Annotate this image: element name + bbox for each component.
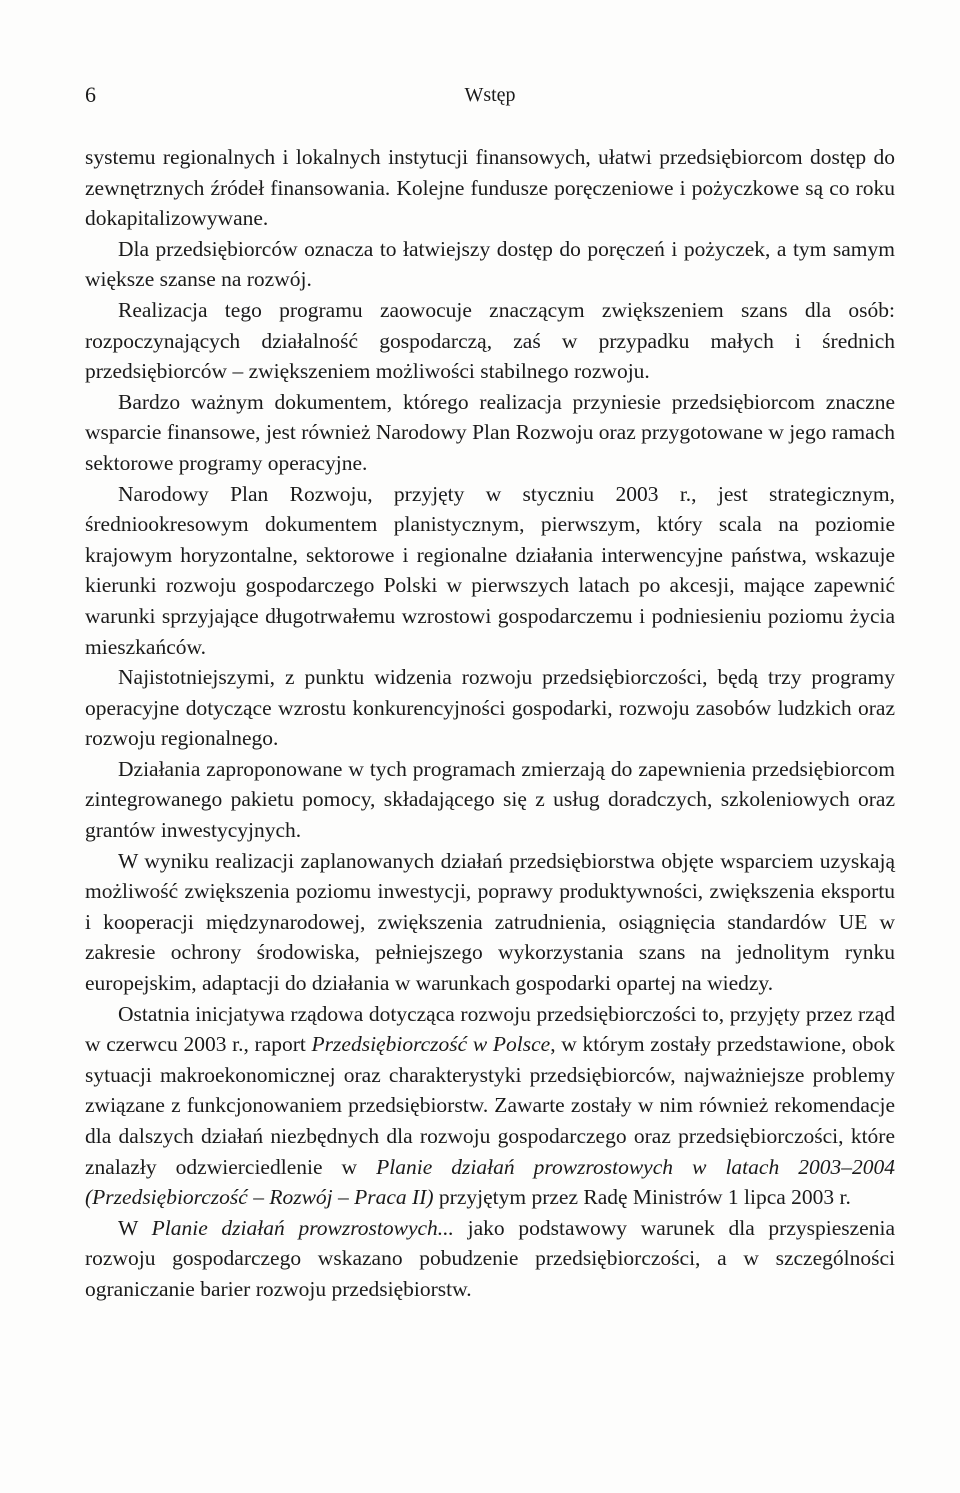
paragraph-9 <box>85 999 895 1213</box>
running-head <box>85 82 895 110</box>
paragraph-2: Dla przedsiębiorców oznacza to łatwiejszy dostęp do poręczeń i pożyczek, a tym samym większe szanse na rozwój. <box>85 236 895 292</box>
paragraph-10 <box>85 1213 895 1305</box>
paragraph-1: systemu regionalnych i lokalnych instytucji finansowych, ułatwi przedsiębiorcom dostęp do zewnętrznych źródeł finansowania. Kolejne fundusze poręczeniowe i pożyczkowe są co roku dokapitalizowywane. <box>85 145 895 231</box>
report-title: Przedsiębiorczość w Polsce <box>311 1032 551 1057</box>
paragraph-9-text-c: przyjętym przez Radę Ministrów 1 lipca 2003 r. <box>433 1185 851 1210</box>
paragraph-5: Narodowy Plan Rozwoju, przyjęty w styczniu 2003 r., jest strategicznym, średniookresowym dokumentem planistycznym, pierwszym, który scala na poziomie krajowym horyzontalne, sektorowe i regionalne działania interwencyjne państwa, wskazuje kierunki rozwoju gospodarczego Polski w pierwszych latach po akcesji, mające zapewnić warunki sprzyjające długotrwałemu wzrostowi gospodarczemu i podniesieniu poziomu życia mieszkańców. <box>85 481 895 659</box>
body-text <box>85 142 895 1305</box>
page-number: 6 <box>85 82 96 107</box>
paragraph-6: Najistotniejszymi, z punktu widzenia rozwoju przedsiębiorczości, będą trzy programy operacyjne dotyczące wzrostu konkurencyjności gospodarki, rozwoju zasobów ludzkich oraz rozwoju regionalnego. <box>85 665 895 751</box>
paragraph-8: W wyniku realizacji zaplanowanych działań przedsiębiorstwa objęte wsparciem uzyskają możliwość zwiększenia poziomu inwestycji, poprawy produktywności, zwiększenia eksportu i kooperacji międzynarodowej, zwiększenia zatrudnienia, osiągnięcia standardów UE w zakresie ochrony środowiska, pełniejszego wykorzystania szans na jednolitym rynku europejskim, adaptacji do działania w warunkach gospodarki opartej na wiedzy. <box>85 848 895 996</box>
paragraph-9-text-a: Ostatnia inicjatywa rządowa dotycząca rozwoju przedsiębiorczości to, przyjęty przez rząd w czerwcu 2003 r., raport <box>85 1001 895 1057</box>
paragraph-3: Realizacja tego programu zaowocuje znaczącym zwiększeniem szans dla osób: rozpoczynających działalność gospodarczą, zaś w przypadku małych i średnich przedsiębiorców – zwiększeniem możliwości stabilnego rozwoju. <box>85 297 895 384</box>
paragraph-10-text-a: W <box>118 1215 152 1240</box>
plan-short-title: Planie działań prowzrostowych... <box>151 1215 454 1240</box>
section-title: Wstęp <box>464 84 516 106</box>
paragraph-10-text-b: jako podstawowy warunek dla przyspieszenia rozwoju gospodarczego wskazano pobudzenie przedsiębiorczości, a w szczególności ograniczanie barier rozwoju przedsiębiorstw. <box>85 1215 895 1301</box>
paragraph-4: Bardzo ważnym dokumentem, którego realizacja przyniesie przedsiębiorcom znaczne wsparcie finansowe, jest również Narodowy Plan Rozwoju oraz przygotowane w jego ramach sektorowe programy operacyjne. <box>85 389 895 475</box>
paragraph-7: Działania zaproponowane w tych programach zmierzają do zapewnienia przedsiębiorcom zintegrowanego pakietu pomocy, składającego się z usług doradczych, szkoleniowych oraz grantów inwestycyjnych. <box>85 756 895 843</box>
paragraph-9-text-b: , w którym zostały przedstawione, obok sytuacji makroekonomicznej oraz charakterystyki przedsiębiorców, najważniejsze problemy związane z funkcjonowaniem przedsiębiorstw. Zawarte zostały w nim również rekomendacje dla dalszych działań niezbędnych dla rozwoju gospodarczego oraz przedsiębiorczości, które znalazły odzwierciedlenie w <box>85 1032 896 1179</box>
plan-title: Planie działań prowzrostowych w latach 2003–2004 (Przedsiębiorczość – Rozwój – Praca II) <box>85 1154 895 1210</box>
